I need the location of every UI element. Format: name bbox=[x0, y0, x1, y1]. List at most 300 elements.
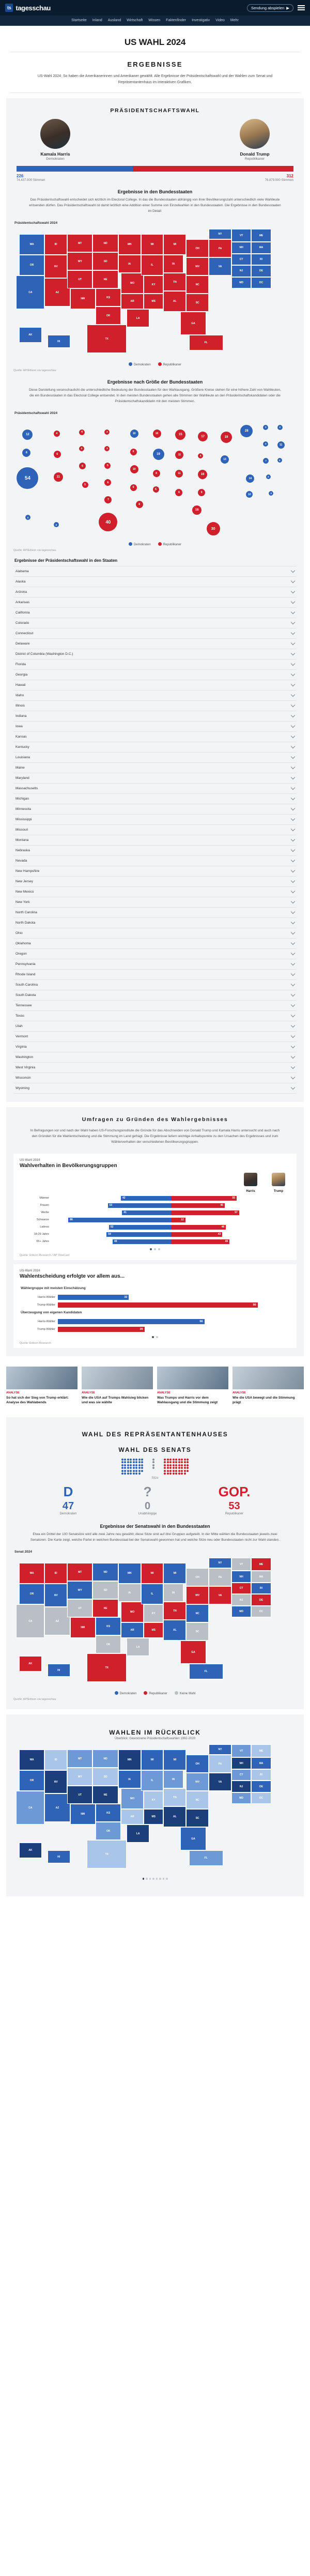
state-NV[interactable]: NV bbox=[44, 1770, 67, 1793]
state-TN[interactable]: TN bbox=[163, 1788, 186, 1806]
bubble-TX[interactable]: 40 bbox=[98, 512, 118, 532]
state-IN[interactable]: IN bbox=[163, 255, 183, 273]
bubble-ID[interactable]: 4 bbox=[53, 430, 60, 437]
bubble-CA[interactable]: 54 bbox=[16, 467, 39, 489]
accordion-item-state[interactable] bbox=[13, 825, 297, 835]
retro-dot-5[interactable] bbox=[156, 1878, 158, 1880]
state-FL[interactable]: FL bbox=[189, 335, 223, 350]
carousel-dot-1[interactable] bbox=[150, 1248, 152, 1250]
accordion-item-state[interactable] bbox=[13, 866, 297, 877]
state-ID[interactable]: ID bbox=[44, 234, 67, 255]
state-WI[interactable]: WI bbox=[141, 234, 164, 255]
senate-map[interactable] bbox=[13, 1558, 297, 1687]
state-DE[interactable]: DE bbox=[251, 1594, 271, 1606]
state-NH[interactable]: NH bbox=[231, 1571, 251, 1583]
bubble-KY[interactable]: 8 bbox=[152, 469, 161, 478]
retro-dot-6[interactable] bbox=[159, 1878, 161, 1880]
state-WA[interactable]: WA bbox=[19, 1750, 44, 1770]
retro-dot-3[interactable] bbox=[149, 1878, 151, 1880]
state-MD[interactable]: MD bbox=[231, 277, 251, 289]
accordion-item-state[interactable] bbox=[13, 753, 297, 763]
state-WA[interactable]: WA bbox=[19, 234, 44, 255]
state-VA[interactable]: VA bbox=[209, 1586, 231, 1604]
bubble-NV[interactable]: 6 bbox=[53, 450, 61, 458]
state-MD[interactable]: MD bbox=[231, 1606, 251, 1618]
state-GA[interactable]: GA bbox=[180, 1827, 206, 1850]
accordion-item-state[interactable] bbox=[13, 908, 297, 918]
seat-dot bbox=[138, 1470, 141, 1472]
state-ND[interactable]: ND bbox=[92, 234, 118, 252]
state-IL[interactable]: IL bbox=[141, 1770, 164, 1791]
state-VA[interactable]: VA bbox=[209, 257, 231, 275]
bubble-HI[interactable]: 4 bbox=[53, 522, 59, 528]
state-ME[interactable]: ME bbox=[251, 229, 271, 242]
accordion-item-state[interactable] bbox=[13, 1011, 297, 1021]
accordion-item-state[interactable] bbox=[13, 784, 297, 794]
retro-dot-8[interactable] bbox=[166, 1878, 168, 1880]
teaser-card[interactable] bbox=[157, 1367, 228, 1405]
state-DE[interactable]: DE bbox=[251, 1781, 271, 1792]
accordion-item-state[interactable] bbox=[13, 1032, 297, 1042]
accordion-item-state[interactable] bbox=[13, 1001, 297, 1011]
retro-dot-4[interactable] bbox=[152, 1878, 154, 1880]
bubble-AR[interactable]: 6 bbox=[130, 484, 137, 492]
state-NJ[interactable]: NJ bbox=[231, 265, 251, 277]
state-NC[interactable]: NC bbox=[186, 275, 209, 294]
accordion-item-state[interactable] bbox=[13, 887, 297, 897]
seat-dot bbox=[173, 1470, 175, 1472]
accordion-item-state[interactable] bbox=[13, 980, 297, 990]
state-KS[interactable]: KS bbox=[96, 288, 121, 306]
teaser-card[interactable] bbox=[82, 1367, 153, 1405]
state-AL[interactable]: AL bbox=[163, 1806, 186, 1827]
poll-bar bbox=[58, 1327, 145, 1332]
state-ID[interactable]: ID bbox=[44, 1563, 67, 1584]
state-WY[interactable]: WY bbox=[67, 1581, 92, 1599]
state-ME[interactable]: ME bbox=[251, 1744, 271, 1757]
state-IL[interactable]: IL bbox=[141, 1584, 164, 1604]
carousel-dots[interactable] bbox=[20, 1332, 290, 1339]
state-IA[interactable]: IA bbox=[118, 1584, 141, 1602]
bubble-UT[interactable]: 6 bbox=[79, 462, 86, 470]
state-TX[interactable]: TX bbox=[87, 325, 127, 353]
accordion-item-state[interactable] bbox=[13, 566, 297, 577]
state-IA[interactable]: IA bbox=[118, 255, 141, 273]
state-RI[interactable]: RI bbox=[251, 1769, 271, 1781]
state-MO[interactable]: MO bbox=[121, 273, 144, 294]
state-MI[interactable]: MI bbox=[163, 234, 186, 255]
retro-carousel-dots[interactable] bbox=[13, 1874, 297, 1888]
state-NE[interactable]: NE bbox=[92, 1599, 118, 1617]
state-NC[interactable]: NC bbox=[186, 1604, 209, 1622]
state-NV[interactable]: NV bbox=[44, 1584, 67, 1607]
state-NH[interactable]: NH bbox=[231, 1757, 251, 1769]
nav-item-8[interactable]: Mehr bbox=[230, 19, 239, 22]
accordion-item-state[interactable] bbox=[13, 649, 297, 660]
state-MT[interactable]: MT bbox=[67, 234, 92, 252]
state-CT[interactable]: CT bbox=[231, 1769, 251, 1781]
accordion-item-state[interactable] bbox=[13, 628, 297, 639]
accordion-item-state[interactable] bbox=[13, 587, 297, 597]
state-VT[interactable]: VT bbox=[231, 1558, 251, 1571]
accordion-item-state[interactable] bbox=[13, 732, 297, 742]
accordion-item-label: Arizona bbox=[16, 590, 27, 594]
state-PA[interactable]: PA bbox=[209, 1568, 231, 1586]
accordion-item-state[interactable] bbox=[13, 1042, 297, 1052]
bubble-AK[interactable]: 3 bbox=[25, 514, 31, 520]
accordion-item-state[interactable] bbox=[13, 577, 297, 587]
state-NE[interactable]: NE bbox=[92, 1786, 118, 1804]
accordion-item-state[interactable] bbox=[13, 918, 297, 928]
accordion-item-state[interactable] bbox=[13, 970, 297, 980]
nav-item-0[interactable]: Startseite bbox=[71, 19, 87, 22]
retro-map[interactable] bbox=[13, 1744, 297, 1874]
accordion-item-state[interactable] bbox=[13, 928, 297, 939]
bubble-SC[interactable]: 9 bbox=[197, 488, 206, 497]
bubble-LA[interactable]: 8 bbox=[135, 500, 144, 509]
accordion-item-state[interactable] bbox=[13, 680, 297, 691]
nav-item-6[interactable]: Investigativ bbox=[192, 19, 210, 22]
state-RI[interactable]: RI bbox=[251, 1583, 271, 1594]
accordion-item-state[interactable] bbox=[13, 763, 297, 773]
state-AL[interactable]: AL bbox=[163, 291, 186, 312]
accordion-item-state[interactable] bbox=[13, 856, 297, 866]
bubble-WA[interactable]: 12 bbox=[22, 429, 33, 440]
bubble-FL[interactable]: 30 bbox=[206, 522, 221, 536]
state-KY[interactable]: KY bbox=[144, 275, 163, 294]
state-CA[interactable]: CA bbox=[16, 1604, 44, 1638]
seat-dot bbox=[167, 1473, 169, 1475]
state-NC[interactable]: NC bbox=[186, 1791, 209, 1809]
state-KY[interactable]: KY bbox=[144, 1791, 163, 1809]
state-HI[interactable]: HI bbox=[48, 335, 70, 348]
state-ID[interactable]: ID bbox=[44, 1750, 67, 1770]
state-UT[interactable]: UT bbox=[67, 270, 92, 288]
state-NY[interactable]: NY bbox=[209, 1744, 231, 1755]
accordion-item-state[interactable] bbox=[13, 722, 297, 732]
state-ND[interactable]: ND bbox=[92, 1563, 118, 1581]
state-OR[interactable]: OR bbox=[19, 1584, 44, 1604]
accordion-item-state[interactable] bbox=[13, 742, 297, 753]
bubble-NH[interactable]: 4 bbox=[262, 441, 269, 447]
accordion-item-state[interactable] bbox=[13, 835, 297, 846]
nav-item-3[interactable]: Wirtschaft bbox=[127, 19, 143, 22]
state-AR[interactable]: AR bbox=[121, 1809, 144, 1824]
nav-item-5[interactable]: Faktenfinder bbox=[166, 19, 187, 22]
state-UT[interactable]: UT bbox=[67, 1786, 92, 1804]
state-NE[interactable]: NE bbox=[92, 270, 118, 288]
state-NV[interactable]: NV bbox=[44, 255, 67, 278]
bubble-OH[interactable]: 17 bbox=[197, 431, 208, 442]
state-MA[interactable]: MA bbox=[251, 1571, 271, 1583]
accordion-item-state[interactable] bbox=[13, 639, 297, 649]
state-IN[interactable]: IN bbox=[163, 1770, 183, 1788]
carousel-dot-1[interactable] bbox=[152, 1336, 154, 1338]
state-NM[interactable]: NM bbox=[70, 1804, 96, 1824]
state-WV[interactable]: WV bbox=[186, 257, 209, 275]
bubble-RI[interactable]: 4 bbox=[277, 457, 283, 463]
state-IL[interactable]: IL bbox=[141, 255, 164, 275]
state-AZ[interactable]: AZ bbox=[44, 1607, 70, 1635]
state-accordion[interactable] bbox=[13, 566, 297, 1094]
bubble-AZ[interactable]: 11 bbox=[53, 472, 64, 482]
carousel-dot-2[interactable] bbox=[156, 1336, 158, 1338]
accordion-item-state[interactable] bbox=[13, 939, 297, 949]
bubble-MD[interactable]: 10 bbox=[245, 490, 253, 498]
state-OH[interactable]: OH bbox=[186, 239, 209, 257]
bubble-MO[interactable]: 10 bbox=[130, 465, 139, 474]
accordion-item-state[interactable] bbox=[13, 660, 297, 670]
state-SC[interactable]: SC bbox=[186, 294, 209, 312]
state-VT[interactable]: VT bbox=[231, 1744, 251, 1757]
state-NJ[interactable]: NJ bbox=[231, 1781, 251, 1792]
bubble-IA[interactable]: 6 bbox=[130, 448, 137, 456]
carousel-dots[interactable] bbox=[20, 1244, 290, 1251]
menu-icon[interactable] bbox=[298, 5, 305, 10]
carousel-dot-3[interactable] bbox=[158, 1248, 160, 1250]
state-WI[interactable]: WI bbox=[141, 1563, 164, 1584]
accordion-item-label: Idaho bbox=[16, 694, 24, 698]
state-HI[interactable]: HI bbox=[48, 1664, 70, 1677]
state-MT[interactable]: MT bbox=[67, 1563, 92, 1581]
nav-item-7[interactable]: Video bbox=[215, 19, 225, 22]
accordion-item-state[interactable] bbox=[13, 618, 297, 628]
state-OK[interactable]: OK bbox=[96, 1635, 121, 1653]
state-CT[interactable]: CT bbox=[231, 254, 251, 266]
state-AR[interactable]: AR bbox=[121, 294, 144, 309]
nav-item-1[interactable]: Inland bbox=[92, 19, 102, 22]
state-SD[interactable]: SD bbox=[92, 1768, 118, 1786]
state-TX[interactable]: TX bbox=[87, 1840, 127, 1868]
state-HI[interactable]: HI bbox=[48, 1850, 70, 1863]
accordion-item-state[interactable] bbox=[13, 670, 297, 680]
bubble-MN[interactable]: 10 bbox=[130, 429, 139, 438]
state-AK[interactable]: AK bbox=[19, 1843, 42, 1858]
bubble-MS[interactable]: 6 bbox=[152, 486, 160, 493]
retro-dot-1[interactable] bbox=[143, 1878, 145, 1880]
state-LA[interactable]: LA bbox=[127, 1824, 149, 1843]
nav-item-4[interactable]: Wissen bbox=[148, 19, 161, 22]
state-DC[interactable]: DC bbox=[251, 277, 271, 289]
state-MO[interactable]: MO bbox=[121, 1788, 144, 1809]
state-OK[interactable]: OK bbox=[96, 1822, 121, 1840]
bubble-PA[interactable]: 19 bbox=[220, 431, 233, 443]
teaser-card[interactable] bbox=[233, 1367, 304, 1405]
accordion-item-state[interactable] bbox=[13, 608, 297, 618]
state-NM[interactable]: NM bbox=[70, 1617, 96, 1638]
state-DE[interactable]: DE bbox=[251, 265, 271, 277]
state-OH[interactable]: OH bbox=[186, 1755, 209, 1773]
state-MN[interactable]: MN bbox=[118, 234, 141, 255]
state-NY[interactable]: NY bbox=[209, 229, 231, 239]
state-AK[interactable]: AK bbox=[19, 1656, 42, 1672]
state-RI[interactable]: RI bbox=[251, 254, 271, 266]
state-PA[interactable]: PA bbox=[209, 239, 231, 257]
bubble-NY[interactable]: 28 bbox=[240, 424, 253, 438]
state-KY[interactable]: KY bbox=[144, 1604, 163, 1622]
bubble-NC[interactable]: 16 bbox=[197, 469, 208, 480]
state-PA[interactable]: PA bbox=[209, 1755, 231, 1773]
state-AZ[interactable]: AZ bbox=[44, 1793, 70, 1822]
state-FL[interactable]: FL bbox=[189, 1850, 223, 1866]
state-FL[interactable]: FL bbox=[189, 1664, 223, 1679]
state-GA[interactable]: GA bbox=[180, 312, 206, 335]
state-MS[interactable]: MS bbox=[144, 1809, 163, 1824]
state-LA[interactable]: LA bbox=[127, 309, 149, 327]
state-MT[interactable]: MT bbox=[67, 1750, 92, 1768]
chevron-down-icon bbox=[291, 1003, 295, 1007]
accordion-item-state[interactable] bbox=[13, 959, 297, 970]
state-AL[interactable]: AL bbox=[163, 1620, 186, 1640]
bubble-WV[interactable]: 4 bbox=[197, 453, 204, 459]
state-VA[interactable]: VA bbox=[209, 1773, 231, 1791]
bubble-KS[interactable]: 6 bbox=[104, 479, 112, 486]
bubble-VA[interactable]: 13 bbox=[220, 455, 229, 464]
bubble-CT[interactable]: 7 bbox=[262, 457, 269, 464]
bubble-WY[interactable]: 3 bbox=[79, 446, 85, 452]
state-MS[interactable]: MS bbox=[144, 1622, 163, 1638]
accordion-item-state[interactable] bbox=[13, 773, 297, 784]
bubble-MT[interactable]: 4 bbox=[79, 429, 85, 436]
accordion-item-state[interactable] bbox=[13, 990, 297, 1001]
state-ND[interactable]: ND bbox=[92, 1750, 118, 1768]
state-MI[interactable]: MI bbox=[163, 1563, 186, 1584]
state-NM[interactable]: NM bbox=[70, 288, 96, 309]
state-ME[interactable]: ME bbox=[251, 1558, 271, 1571]
accordion-item-state[interactable] bbox=[13, 804, 297, 815]
accordion-item-state[interactable] bbox=[13, 1083, 297, 1094]
electoral-map[interactable] bbox=[13, 229, 297, 358]
bubble-MI[interactable]: 15 bbox=[175, 429, 186, 440]
accordion-item-state[interactable] bbox=[13, 794, 297, 804]
state-DC[interactable]: DC bbox=[251, 1606, 271, 1618]
state-WI[interactable]: WI bbox=[141, 1750, 164, 1770]
retro-dot-2[interactable] bbox=[146, 1878, 148, 1880]
state-NJ[interactable]: NJ bbox=[231, 1594, 251, 1606]
bubble-AL[interactable]: 9 bbox=[175, 488, 183, 497]
state-MA[interactable]: MA bbox=[251, 1757, 271, 1769]
bubble-NE[interactable]: 5 bbox=[104, 462, 111, 469]
state-IN[interactable]: IN bbox=[163, 1584, 183, 1602]
state-IA[interactable]: IA bbox=[118, 1770, 141, 1788]
state-TN[interactable]: TN bbox=[163, 273, 186, 291]
state-CA[interactable]: CA bbox=[16, 1791, 44, 1824]
state-MN[interactable]: MN bbox=[118, 1563, 141, 1584]
state-LA[interactable]: LA bbox=[127, 1638, 149, 1656]
main-nav[interactable] bbox=[0, 16, 310, 26]
state-WV[interactable]: WV bbox=[186, 1586, 209, 1604]
accordion-item-state[interactable] bbox=[13, 846, 297, 856]
state-GA[interactable]: GA bbox=[180, 1640, 206, 1664]
seat-dot bbox=[141, 1464, 143, 1466]
state-AK[interactable]: AK bbox=[19, 327, 42, 343]
state-TX[interactable]: TX bbox=[87, 1653, 127, 1682]
accordion-item-state[interactable] bbox=[13, 597, 297, 608]
state-OR[interactable]: OR bbox=[19, 1770, 44, 1791]
state-MD[interactable]: MD bbox=[231, 1792, 251, 1804]
bubble-VT[interactable]: 3 bbox=[262, 424, 269, 431]
retro-dot-7[interactable] bbox=[163, 1878, 165, 1880]
bubble-NM[interactable]: 5 bbox=[82, 481, 89, 488]
state-WY[interactable]: WY bbox=[67, 252, 92, 270]
state-TN[interactable]: TN bbox=[163, 1602, 186, 1620]
state-AR[interactable]: AR bbox=[121, 1622, 144, 1638]
bubble-NJ[interactable]: 14 bbox=[245, 474, 255, 483]
bubble-WI[interactable]: 10 bbox=[152, 429, 162, 438]
accordion-item-state[interactable] bbox=[13, 949, 297, 959]
cartogram-map[interactable] bbox=[13, 419, 297, 538]
accordion-item-state[interactable] bbox=[13, 1052, 297, 1063]
state-OK[interactable]: OK bbox=[96, 306, 121, 325]
seat-dot bbox=[181, 1459, 183, 1461]
bubble-GA[interactable]: 16 bbox=[192, 505, 202, 515]
carousel-dot-2[interactable] bbox=[154, 1248, 156, 1250]
state-MO[interactable]: MO bbox=[121, 1602, 144, 1622]
chevron-down-icon bbox=[291, 796, 295, 800]
bubble-IL[interactable]: 19 bbox=[152, 448, 165, 461]
bubble-ME[interactable]: 4 bbox=[277, 424, 283, 431]
play-broadcast-button[interactable] bbox=[247, 4, 293, 12]
teaser-card[interactable] bbox=[6, 1367, 78, 1405]
state-WY[interactable]: WY bbox=[67, 1768, 92, 1786]
bubble-TN[interactable]: 11 bbox=[175, 469, 183, 478]
chevron-down-icon bbox=[291, 1065, 295, 1069]
accordion-item-state[interactable] bbox=[13, 1073, 297, 1083]
accordion-item-state[interactable] bbox=[13, 691, 297, 701]
nav-item-2[interactable]: Ausland bbox=[107, 19, 121, 22]
state-NH[interactable]: NH bbox=[231, 242, 251, 254]
bubble-SD[interactable]: 3 bbox=[104, 446, 110, 452]
state-SD[interactable]: SD bbox=[92, 252, 118, 270]
bubble-IN[interactable]: 11 bbox=[175, 450, 184, 459]
bubble-MA[interactable]: 11 bbox=[277, 441, 285, 449]
accordion-item-state[interactable] bbox=[13, 815, 297, 825]
state-SC[interactable]: SC bbox=[186, 1809, 209, 1827]
state-NY[interactable]: NY bbox=[209, 1558, 231, 1568]
state-CT[interactable]: CT bbox=[231, 1583, 251, 1594]
accordion-item-state[interactable] bbox=[13, 1021, 297, 1032]
bubble-OK[interactable]: 7 bbox=[104, 496, 112, 504]
accordion-item-state[interactable] bbox=[13, 877, 297, 887]
state-OR[interactable]: OR bbox=[19, 255, 44, 275]
state-MN[interactable]: MN bbox=[118, 1750, 141, 1770]
state-CA[interactable]: CA bbox=[16, 275, 44, 309]
accordion-item-state[interactable] bbox=[13, 701, 297, 711]
state-SD[interactable]: SD bbox=[92, 1581, 118, 1599]
bubble-OR[interactable]: 8 bbox=[22, 448, 31, 457]
state-SC[interactable]: SC bbox=[186, 1622, 209, 1640]
state-WA[interactable]: WA bbox=[19, 1563, 44, 1584]
accordion-item-state[interactable] bbox=[13, 1063, 297, 1073]
state-KS[interactable]: KS bbox=[96, 1804, 121, 1822]
state-DC[interactable]: DC bbox=[251, 1792, 271, 1804]
logo[interactable] bbox=[5, 4, 51, 12]
accordion-item-state[interactable] bbox=[13, 897, 297, 908]
state-MI[interactable]: MI bbox=[163, 1750, 186, 1770]
state-AZ[interactable]: AZ bbox=[44, 278, 70, 306]
bubble-DC[interactable]: 3 bbox=[268, 490, 274, 496]
state-WV[interactable]: WV bbox=[186, 1773, 209, 1791]
bubble-ND[interactable]: 3 bbox=[104, 429, 110, 435]
state-MS[interactable]: MS bbox=[144, 294, 163, 309]
state-MA[interactable]: MA bbox=[251, 242, 271, 254]
bubble-DE[interactable]: 3 bbox=[266, 474, 271, 480]
state-UT[interactable]: UT bbox=[67, 1599, 92, 1617]
accordion-item-state[interactable] bbox=[13, 711, 297, 722]
state-VT[interactable]: VT bbox=[231, 229, 251, 242]
state-OH[interactable]: OH bbox=[186, 1568, 209, 1586]
state-KS[interactable]: KS bbox=[96, 1617, 121, 1635]
